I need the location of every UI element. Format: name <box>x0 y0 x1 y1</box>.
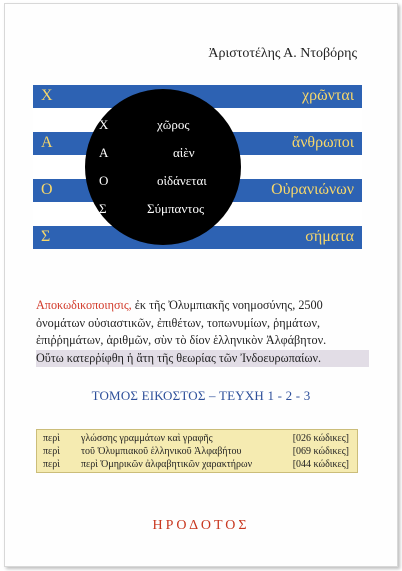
flag-left-letter: Α <box>41 134 53 151</box>
abstract-highlight: Αποκωδικοποιησις, <box>36 298 132 312</box>
code-count: [026 κώδικες] <box>292 433 349 444</box>
circle-word: οἰδάνεται <box>157 173 207 188</box>
abstract-line-rest: ἐκ τῆς Ὀλυμπιακῆς νοημοσύνης, 2500 <box>131 298 323 312</box>
circle-letter: Ο <box>99 173 109 188</box>
abstract-line <box>36 297 369 315</box>
code-prefix: περὶ <box>43 446 60 457</box>
abstract-line: ἐπιῤῥημάτων, ἀριθμῶν, σὺν τὸ δίον ἑλληνικὸν Ἀλφάβητον. <box>36 333 327 347</box>
volume-title: ΤΟΜΟΣ ΕΙΚΟΣΤΟΣ – ΤΕΥΧΗ 1 - 2 - 3 <box>91 388 311 403</box>
circle-letter: Σ <box>99 201 107 216</box>
code-prefix: περὶ <box>43 433 60 444</box>
flag-left-letter: Χ <box>41 87 53 104</box>
flag-left-letter: Σ <box>41 228 51 245</box>
abstract-line: Οὕτω κατερῥίφθη ἡ ἄτη τῆς θεωρίας τῶν Ἰνδοευρωπαίων. <box>36 350 369 368</box>
circle-word: χῶρος <box>157 117 190 132</box>
book-cover <box>4 3 398 567</box>
circle-word: αἰὲν <box>173 145 195 160</box>
flag-right-word: χρῶνται <box>302 87 354 104</box>
publisher-name: ΗΡΟΔΟΤΟΣ <box>152 518 250 533</box>
flag-right-word: Οὐρανιώνων <box>271 181 354 198</box>
code-count: [044 κώδικες] <box>292 459 349 470</box>
code-row <box>37 433 357 447</box>
flag-right-word: ἄνθρωποι <box>291 134 354 151</box>
codes-box <box>36 429 358 473</box>
flag-left-letter: Ο <box>41 181 53 198</box>
code-row <box>37 459 357 473</box>
abstract-line: ὀνομάτων οὐσιαστικῶν, ἐπιθέτων, τοπωνυμίων, ῥημάτων, <box>36 315 321 330</box>
code-text: γλώσσης γραμμάτων καὶ γραφῆς <box>81 433 213 444</box>
greek-flag-graphic <box>33 85 362 249</box>
circle-letter: Α <box>99 145 109 160</box>
code-count: [069 κώδικες] <box>292 446 349 457</box>
code-text: περὶ Ὁμηρικῶν ἀλφαβητικῶν χαρακτήρων <box>81 459 253 470</box>
black-circle <box>85 89 241 245</box>
circle-word: Σύμπαντος <box>147 201 205 216</box>
flag-right-word: σήματα <box>305 228 354 245</box>
code-prefix: περὶ <box>43 459 60 470</box>
abstract-text <box>36 297 369 367</box>
code-row <box>37 446 357 460</box>
author-name: Ἀριστοτέλης Α. Ντοβόρης <box>208 46 357 61</box>
code-text: τοῦ Ὀλυμπιακοῦ ἑλληνικοῦ Ἀλφαβήτου <box>81 446 242 457</box>
circle-letter: Χ <box>99 117 109 132</box>
